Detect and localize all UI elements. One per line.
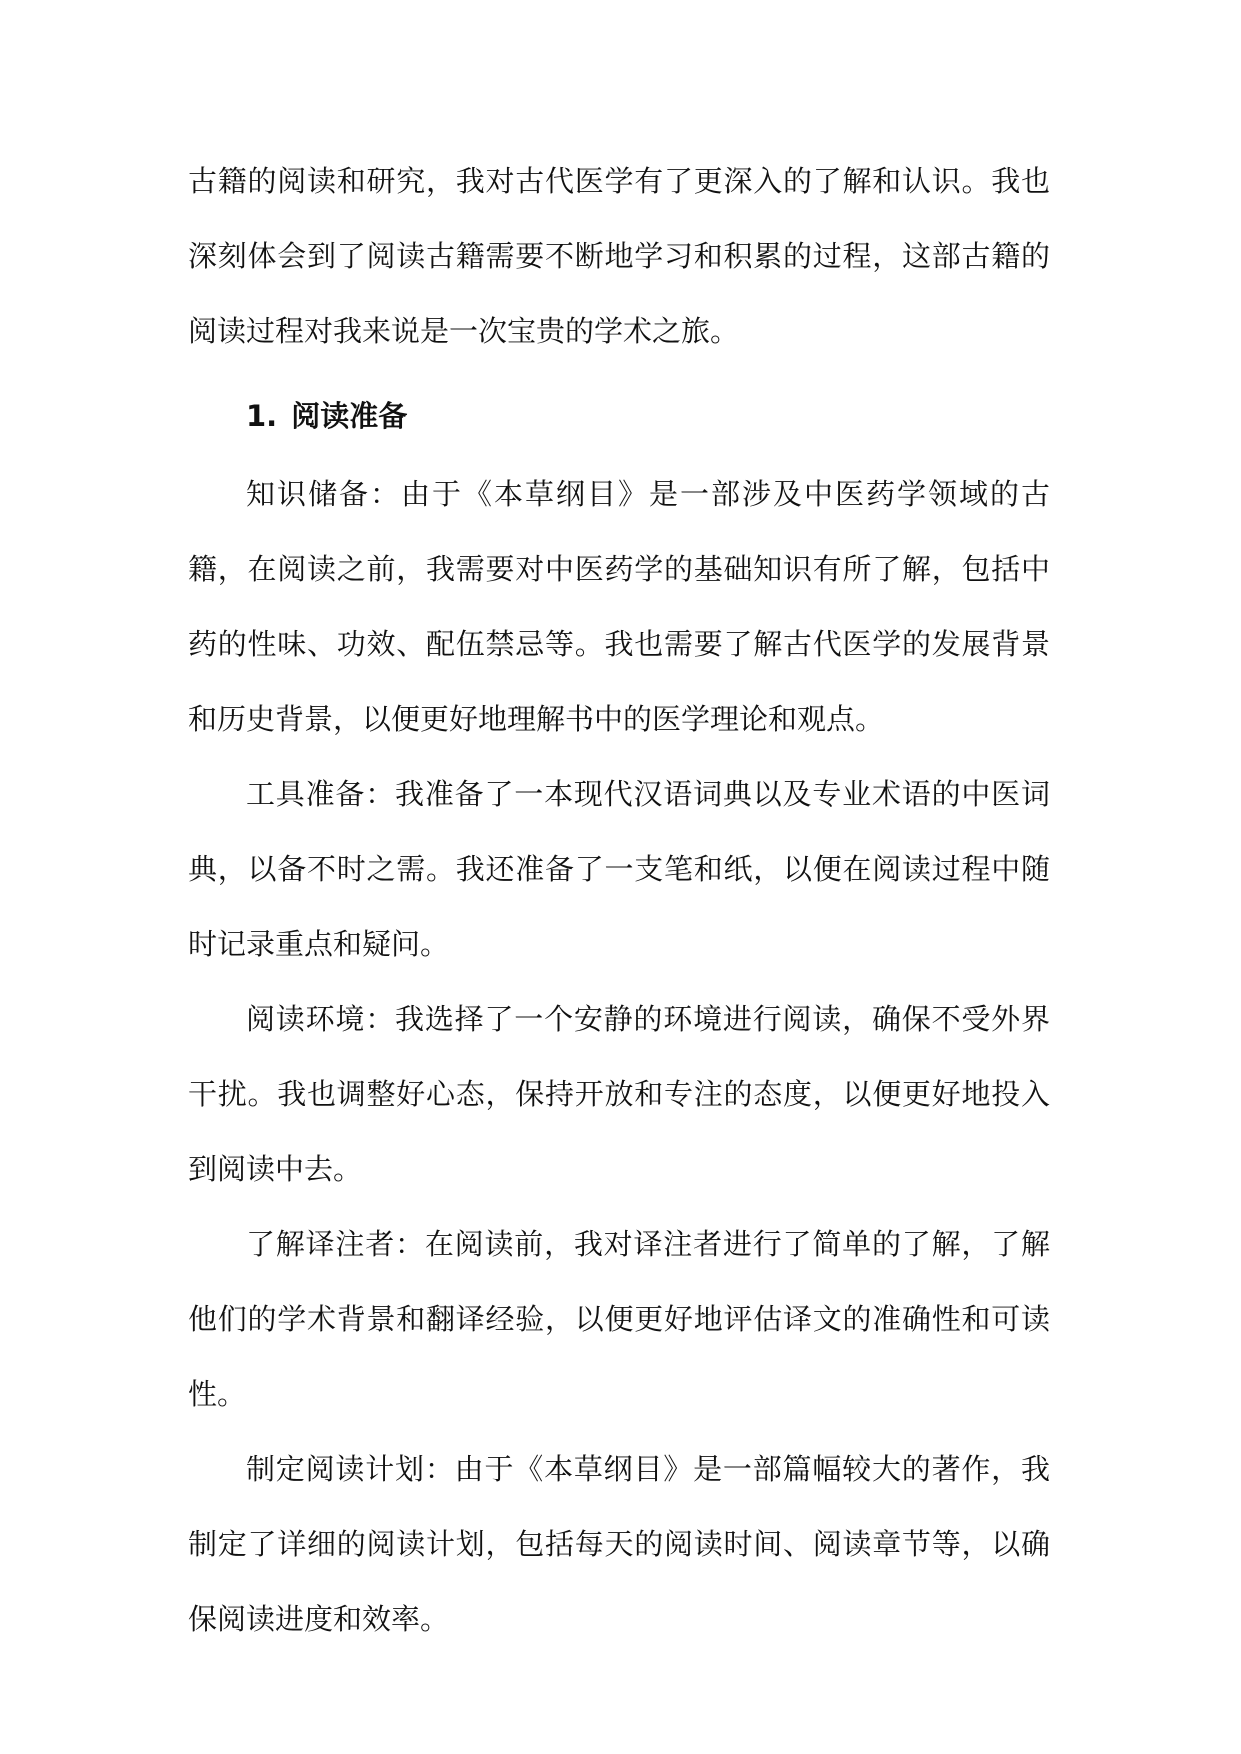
section-title: 阅读准备: [291, 399, 408, 433]
section-heading: [188, 375, 1050, 457]
paragraph-knowledge-prep: 知识储备：由于《本草纲目》是一部涉及中医药学领域的古籍，在阅读之前，我需要对中医药学的基础知识有所了解，包括中药的性味、功效、配伍禁忌等。我也需要了解古代医学的发展背景和历史背景，以便更好地理解书中的医学理论和观点。: [188, 477, 1050, 736]
section-number: 1.: [246, 399, 278, 433]
document-body: [188, 144, 1050, 1657]
paragraph-tool-prep: 工具准备：我准备了一本现代汉语词典以及专业术语的中医词典，以备不时之需。我还准备了一支笔和纸，以便在阅读过程中随时记录重点和疑问。: [188, 777, 1050, 961]
paragraph-translator: 了解译注者：在阅读前，我对译注者进行了简单的了解，了解他们的学术背景和翻译经验，以便更好地评估译文的准确性和可读性。: [188, 1227, 1050, 1411]
paragraph-intro-continuation: 古籍的阅读和研究，我对古代医学有了更深入的了解和认识。我也深刻体会到了阅读古籍需要不断地学习和积累的过程，这部古籍的阅读过程对我来说是一次宝贵的学术之旅。: [188, 164, 1050, 348]
paragraph-reading-environment: 阅读环境：我选择了一个安静的环境进行阅读，确保不受外界干扰。我也调整好心态，保持开放和专注的态度，以便更好地投入到阅读中去。: [188, 1002, 1050, 1186]
paragraph-reading-plan: 制定阅读计划：由于《本草纲目》是一部篇幅较大的著作，我制定了详细的阅读计划，包括每天的阅读时间、阅读章节等，以确保阅读进度和效率。: [188, 1452, 1050, 1636]
